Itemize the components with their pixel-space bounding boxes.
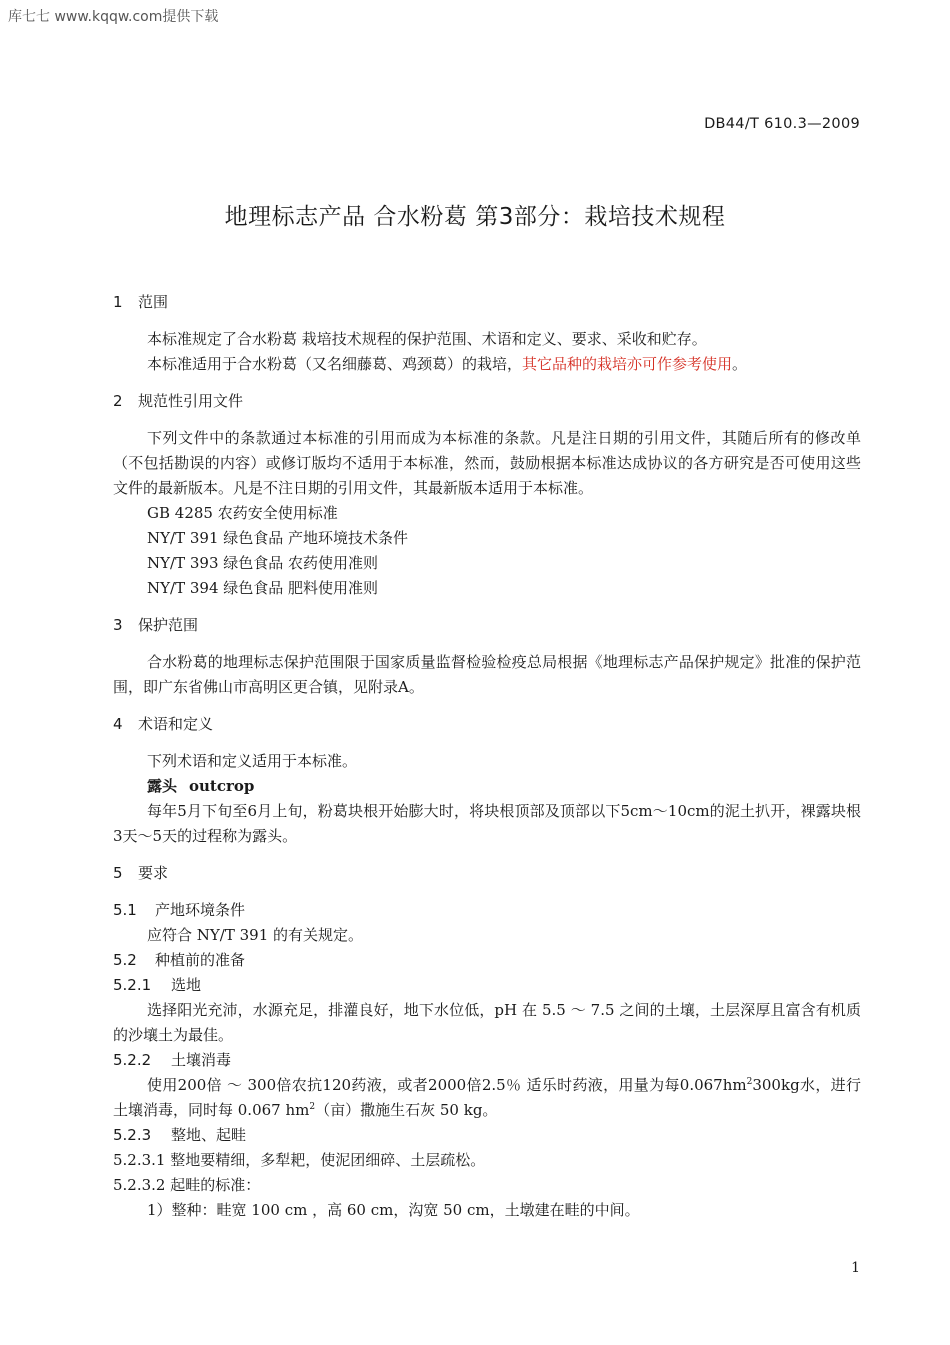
superscript: 2 [309,1102,316,1112]
terms-intro: 下列术语和定义适用于本标准。 [147,752,358,770]
section-number: 2 [113,392,123,410]
section-number: 4 [113,715,123,733]
section-number: 5 [113,864,123,882]
subsection-5-2-2-text [113,1073,861,1123]
term-chinese: 露头 [147,777,178,795]
subsection-title: 种植前的准备 [155,951,246,969]
subsection-5-2-1-text: 选择阳光充沛，水源充足，排灌良好，地下水位低，pH 在 5.5 ～ 7.5 之间的土壤，土层深厚且富含有机质的沙壤土为最佳。 [113,1001,861,1044]
section-1-heading [113,290,861,315]
subsection-5-2-1-heading [113,973,861,998]
term-english: outcrop [189,777,255,795]
scope-period: 。 [732,355,748,373]
subsection-number: 5.1 [113,901,137,919]
protection-paragraph: 合水粉葛的地理标志保护范围限于国家质量监督检验检疫总局根据《地理标志产品保护规定》批准的保护范围，即广东省佛山市高明区更合镇，见附录A。 [113,653,861,696]
document-code: DB44/T 610.3—2009 [704,116,860,132]
references-paragraph: 下列文件中的条款通过本标准的引用而成为本标准的条款。凡是注日期的引用文件，其随后所有的修改单（不包括勘误的内容）或修订版均不适用于本标准，然而，鼓励根据本标准达成协议的各方研究是否可使用这些文件的最新版本。凡是不注日期的引用文件，其最新版本适用于本标准。 [113,429,861,497]
superscript: 2 [746,1077,753,1087]
scope-text: 本标准适用于合水粉葛（又名细藤葛、鸡颈葛）的栽培， [147,355,523,373]
highlighted-text: 其它品种的栽培亦可作参考使用 [522,355,733,373]
disinfection-text: 300kg水，进行土壤消毒，同时每 0.067 hm [113,1076,861,1119]
subsection-number: 5.2.3 [113,1126,152,1144]
section-2-heading [113,389,861,414]
section-title: 规范性引用文件 [138,392,244,410]
section-title: 术语和定义 [138,715,214,733]
disinfection-text: （亩）撒施生石灰 50 kg。 [315,1101,498,1119]
watermark: 库七七 www.kqqw.com提供下载 [8,9,219,25]
subsection-number: 5.2.1 [113,976,152,994]
scope-paragraph-2 [113,352,861,377]
subsection-number: 5.2 [113,951,137,969]
reference-item: NY/T 393 绿色食品 农药使用准则 [147,554,379,572]
section-4-heading [113,712,861,737]
subsection-title: 选地 [171,976,202,994]
clause-5-2-3-2: 5.2.3.2 起畦的标准： [113,1176,261,1194]
reference-item: NY/T 394 绿色食品 肥料使用准则 [147,579,379,597]
subsection-5-1-heading [113,898,861,923]
section-number: 1 [113,293,123,311]
reference-item: NY/T 391 绿色食品 产地环境技术条件 [147,529,409,547]
term-entry [113,774,861,799]
section-title: 范围 [138,293,169,311]
disinfection-text: 使用200倍 ～ 300倍农抗120药液，或者2000倍2.5％ 适乐时药液，用量为每0.067hm [147,1076,747,1094]
section-number: 3 [113,616,123,634]
clause-list-item: 1）整种：畦宽 100 cm ，高 60 cm，沟宽 50 cm，土墩建在畦的中间。 [147,1201,640,1219]
subsection-5-1-text: 应符合 NY/T 391 的有关规定。 [147,926,364,944]
section-3-heading [113,613,861,638]
subsection-title: 产地环境条件 [155,901,246,919]
scope-paragraph-1: 本标准规定了合水粉葛 栽培技术规程的保护范围、术语和定义、要求、采收和贮存。 [147,330,707,348]
term-definition: 每年5月下旬至6月上旬，粉葛块根开始膨大时，将块根顶部及顶部以下5cm～10cm的泥土扒开，裸露块根3天～5天的过程称为露头。 [113,802,861,845]
subsection-title: 土壤消毒 [171,1051,232,1069]
clause-5-2-3-1: 5.2.3.1 整地要精细，多犁耙，使泥团细碎、土层疏松。 [113,1151,486,1169]
document-body [113,290,861,1223]
page-number: 1 [851,1260,860,1276]
section-title: 保护范围 [138,616,199,634]
section-5-heading [113,861,861,886]
subsection-5-2-2-heading [113,1048,861,1073]
reference-item: GB 4285 农药安全使用标准 [147,504,338,522]
subsection-5-2-heading [113,948,861,973]
section-title: 要求 [138,864,169,882]
subsection-title: 整地、起畦 [171,1126,247,1144]
subsection-number: 5.2.2 [113,1051,152,1069]
subsection-5-2-3-heading [113,1123,861,1148]
document-title: 地理标志产品 合水粉葛 第3部分：栽培技术规程 [224,204,726,230]
